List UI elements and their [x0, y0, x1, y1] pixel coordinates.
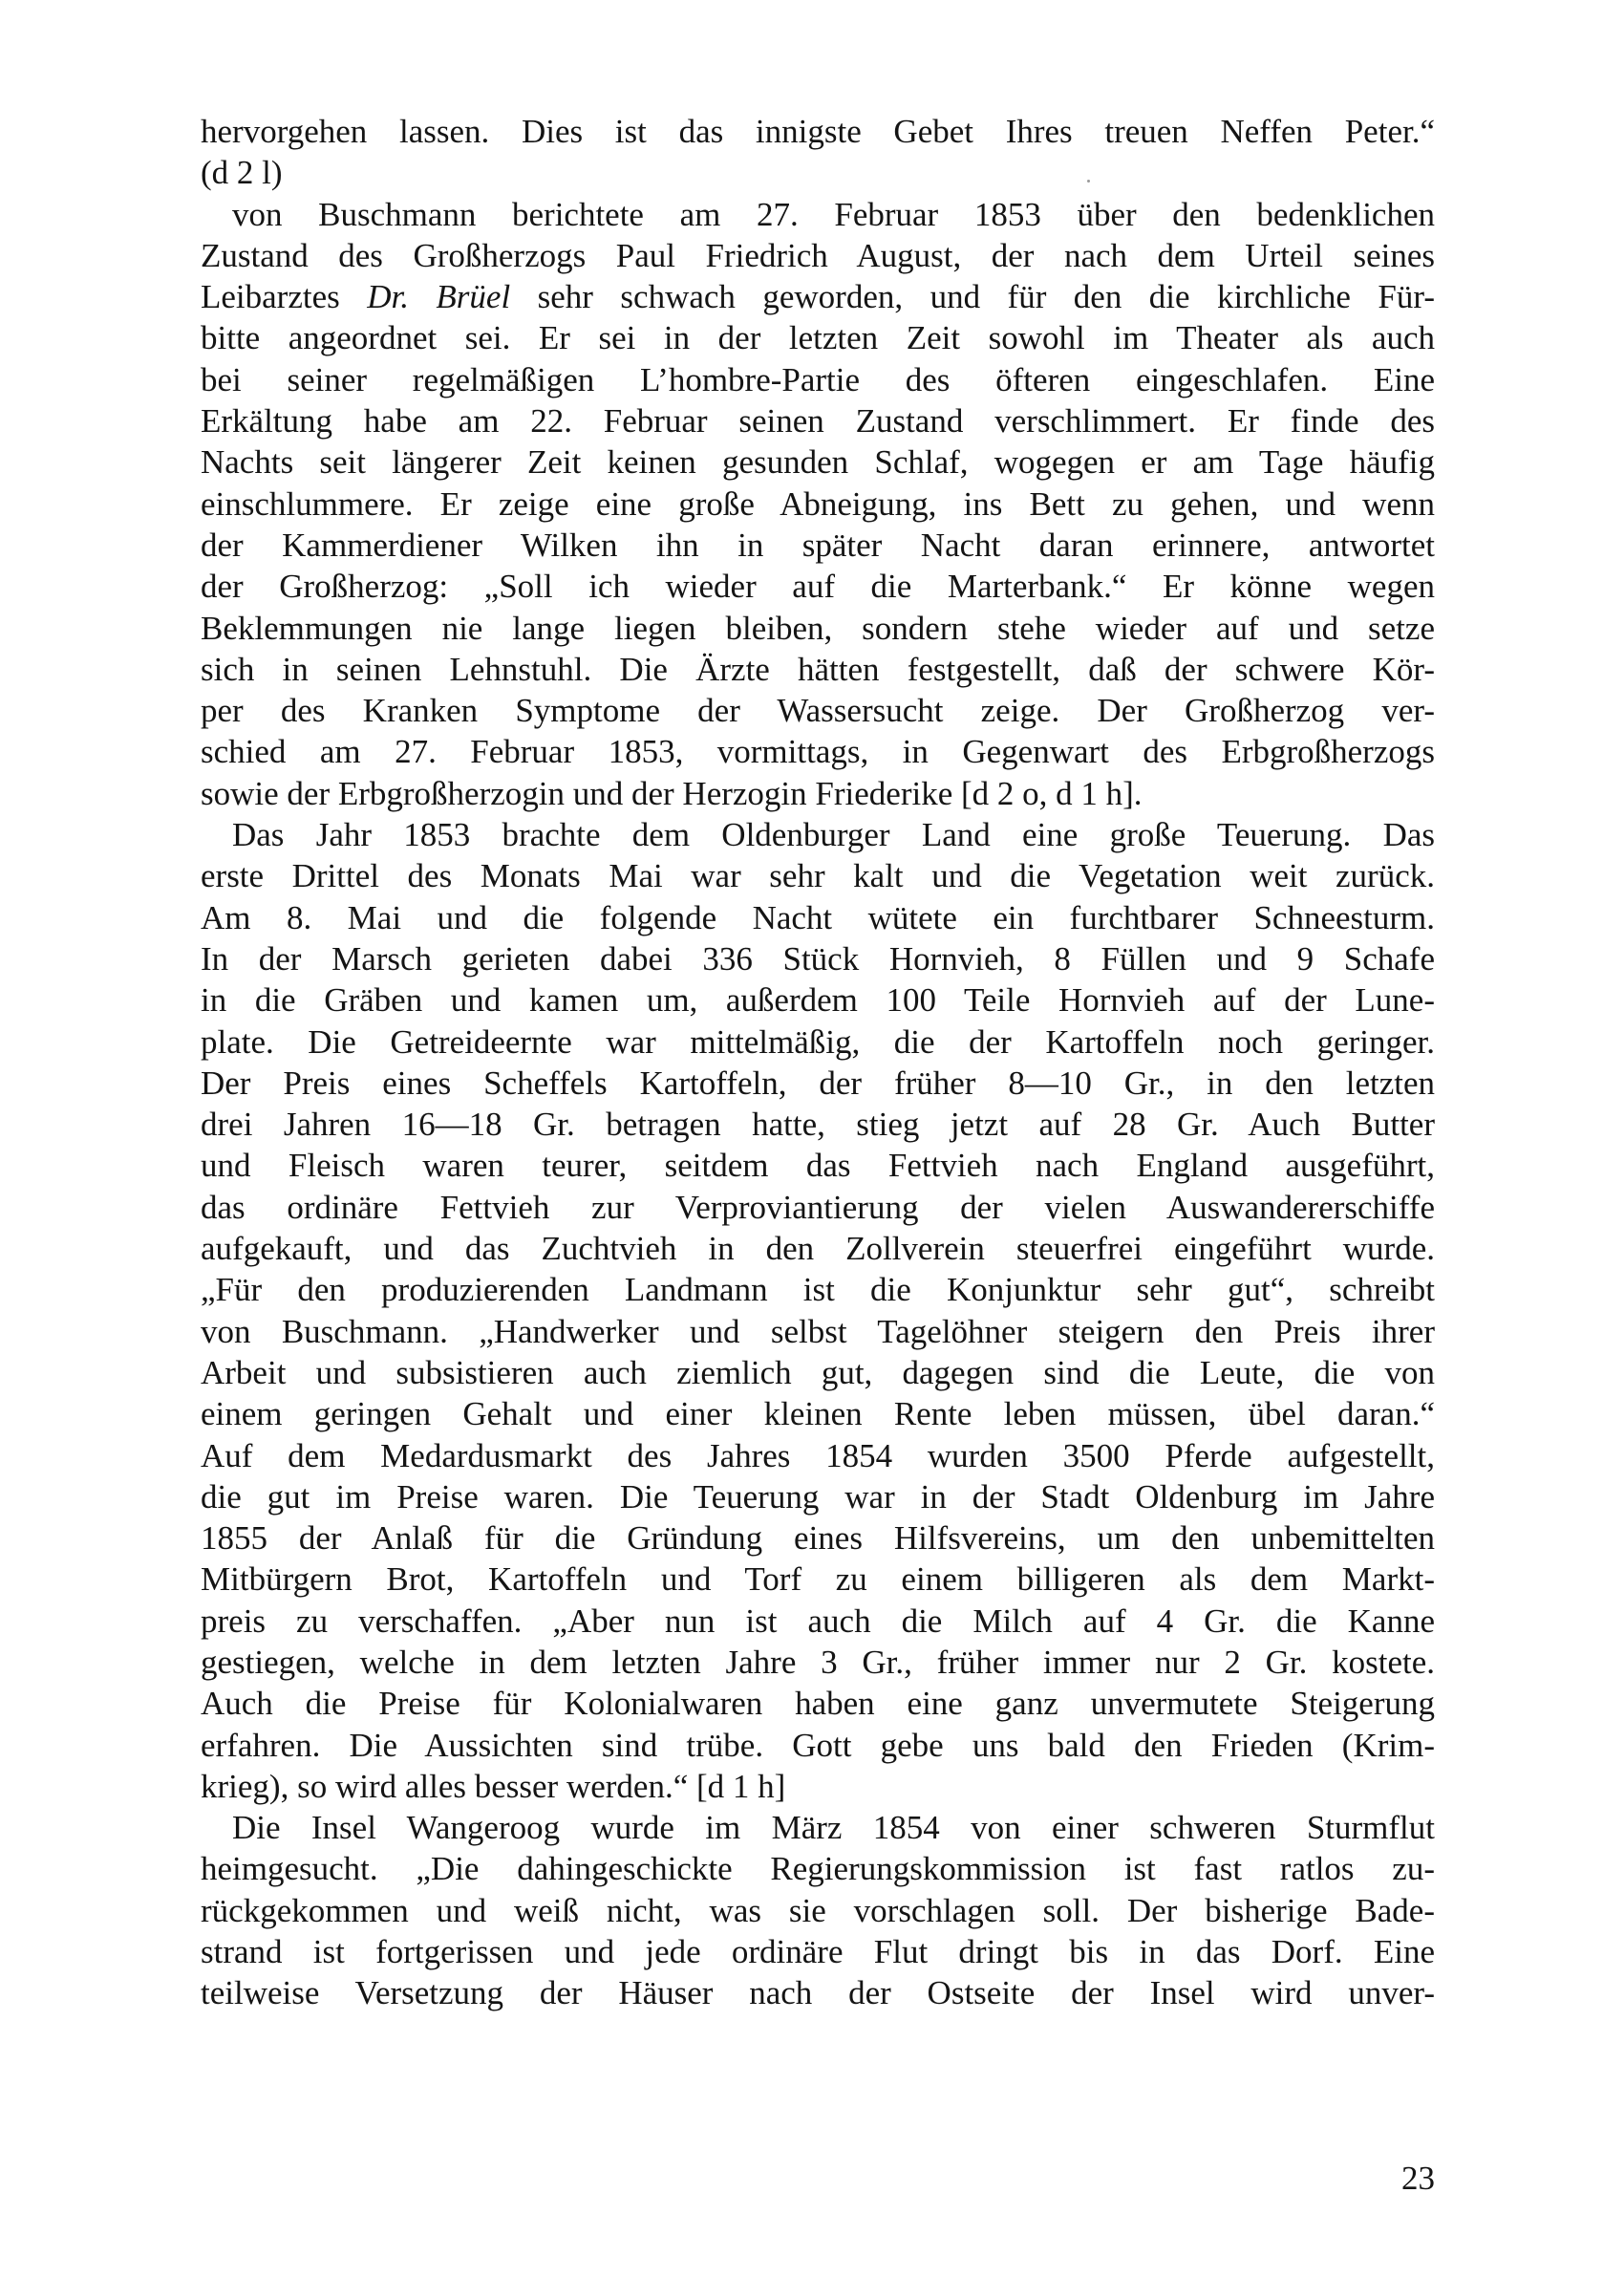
text-line: sowie der Erbgroßherzogin und der Herzogin Friederike [d 2 o, d 1 h]. — [201, 774, 1143, 812]
text-line: Zustand des Großherzogs Paul Friedrich August, der nach dem Urteil seines — [201, 236, 1435, 274]
text-line: gestiegen, welche in dem letzten Jahre 3 Gr., früher immer nur 2 Gr. kostete. — [201, 1643, 1435, 1681]
text-line: strand ist fortgerissen und jede ordinäre Flut dringt bis in das Dorf. Eine — [201, 1933, 1435, 1971]
text-line: Der Preis eines Scheffels Kartoffeln, der früher 8—10 Gr., in den letzten — [201, 1064, 1435, 1102]
text-line: Auch die Preise für Kolonialwaren haben eine ganz unvermutete Steigerung — [201, 1685, 1435, 1723]
text-line: Die Insel Wangeroog wurde im März 1854 von einer schweren Sturmflut — [232, 1809, 1435, 1847]
text-line: Arbeit und subsistieren auch ziemlich gut, dagegen sind die Leute, die von — [201, 1353, 1435, 1391]
text-line: krieg), so wird alles besser werden.“ [d 1 h] — [201, 1767, 786, 1805]
text-line: schied am 27. Februar 1853, vormittags, in Gegenwart des Erbgroßherzogs — [201, 733, 1435, 771]
text-line: bitte angeordnet sei. Er sei in der letzten Zeit sowohl im Theater als auch — [201, 319, 1435, 357]
text-line: rückgekommen und weiß nicht, was sie vorschlagen soll. Der bisherige Bade- — [201, 1891, 1435, 1929]
text-line: drei Jahren 16—18 Gr. betragen hatte, stieg jetzt auf 28 Gr. Auch Butter — [201, 1106, 1435, 1144]
text-line: einem geringen Gehalt und einer kleinen Rente leben müssen, übel daran.“ — [201, 1395, 1435, 1433]
text-line: sich in seinen Lehnstuhl. Die Ärzte hätten festgestellt, daß der schwere Kör- — [201, 650, 1435, 688]
print-speck — [1087, 180, 1090, 183]
text-line: einschlummere. Er zeige eine große Abneigung, ins Bett zu gehen, und wenn — [201, 484, 1435, 523]
text-line: „Für den produzierenden Landmann ist die Konjunktur sehr gut“, schreibt — [201, 1271, 1435, 1309]
text-line: Nachts seit längerer Zeit keinen gesunden Schlaf, wogegen er am Tage häufig — [201, 443, 1435, 482]
text-line: plate. Die Getreideernte war mittelmäßig, die der Kartoffeln noch geringer. — [201, 1022, 1435, 1061]
text-line: das ordinäre Fettvieh zur Verproviantierung der vielen Auswandererschiffe — [201, 1188, 1435, 1226]
text-line: Leibarztes Dr. Brüel sehr schwach geworden, und für den die kirchliche Für- — [201, 278, 1435, 316]
text-line: per des Kranken Symptome der Wassersucht zeige. Der Großherzog ver- — [201, 692, 1435, 730]
text-line: Das Jahr 1853 brachte dem Oldenburger Land eine große Teuerung. Das — [232, 816, 1435, 854]
page-number: 23 — [1401, 2160, 1435, 2197]
text-line: preis zu verschaffen. „Aber nun ist auch die Milch auf 4 Gr. die Kanne — [201, 1602, 1435, 1640]
text-line: 1855 der Anlaß für die Gründung eines Hilfsvereins, um den unbemittelten — [201, 1519, 1435, 1558]
text-line: bei seiner regelmäßigen L’hombre-Partie des öfteren eingeschlafen. Eine — [201, 360, 1435, 398]
text-line: Mitbürgern Brot, Kartoffeln und Torf zu einem billigeren als dem Markt- — [201, 1560, 1435, 1599]
text-line: heimgesucht. „Die dahingeschickte Regierungskommission ist fast ratlos zu- — [201, 1850, 1435, 1888]
text-line: erfahren. Die Aussichten sind trübe. Gott gebe uns bald den Frieden (Krim- — [201, 1726, 1435, 1764]
text-line: Erkältung habe am 22. Februar seinen Zustand verschlimmert. Er finde des — [201, 402, 1435, 441]
text-line: von Buschmann. „Handwerker und selbst Tagelöhner steigern den Preis ihrer — [201, 1312, 1435, 1350]
body-text — [201, 111, 1435, 2014]
text-line: hervorgehen lassen. Dies ist das innigste Gebet Ihres treuen Neffen Peter.“ — [201, 113, 1435, 150]
physician-name: Dr. Brüel — [367, 278, 511, 316]
text-line: von Buschmann berichtete am 27. Februar 1853 über den bedenklichen — [232, 195, 1435, 233]
text-line: in die Gräben und kamen um, außerdem 100 Teile Hornvieh auf der Lune- — [201, 981, 1435, 1020]
text-line: Am 8. Mai und die folgende Nacht wütete ein furchtbarer Schneesturm. — [201, 898, 1435, 936]
text-line: Auf dem Medardusmarkt des Jahres 1854 wurden 3500 Pferde aufgestellt, — [201, 1436, 1435, 1474]
text-line: (d 2 l) — [201, 154, 283, 192]
text-line: Beklemmungen nie lange liegen bleiben, sondern stehe wieder auf und setze — [201, 609, 1435, 647]
text-line: teilweise Versetzung der Häuser nach der Ostseite der Insel wird unver- — [201, 1974, 1435, 2012]
text-line: und Fleisch waren teurer, seitdem das Fettvieh nach England ausgeführt, — [201, 1147, 1435, 1185]
text-line: aufgekauft, und das Zuchtvieh in den Zollverein steuerfrei eingeführt wurde. — [201, 1230, 1435, 1268]
text-line: der Kammerdiener Wilken ihn in später Nacht daran erinnere, antwortet — [201, 526, 1435, 564]
text-line: die gut im Preise waren. Die Teuerung war in der Stadt Oldenburg im Jahre — [201, 1477, 1435, 1516]
text-line: erste Drittel des Monats Mai war sehr kalt und die Vegetation weit zurück. — [201, 857, 1435, 895]
text-line: In der Marsch gerieten dabei 336 Stück Hornvieh, 8 Füllen und 9 Schafe — [201, 939, 1435, 978]
text-line: der Großherzog: „Soll ich wieder auf die Marterbank.“ Er könne wegen — [201, 568, 1435, 606]
